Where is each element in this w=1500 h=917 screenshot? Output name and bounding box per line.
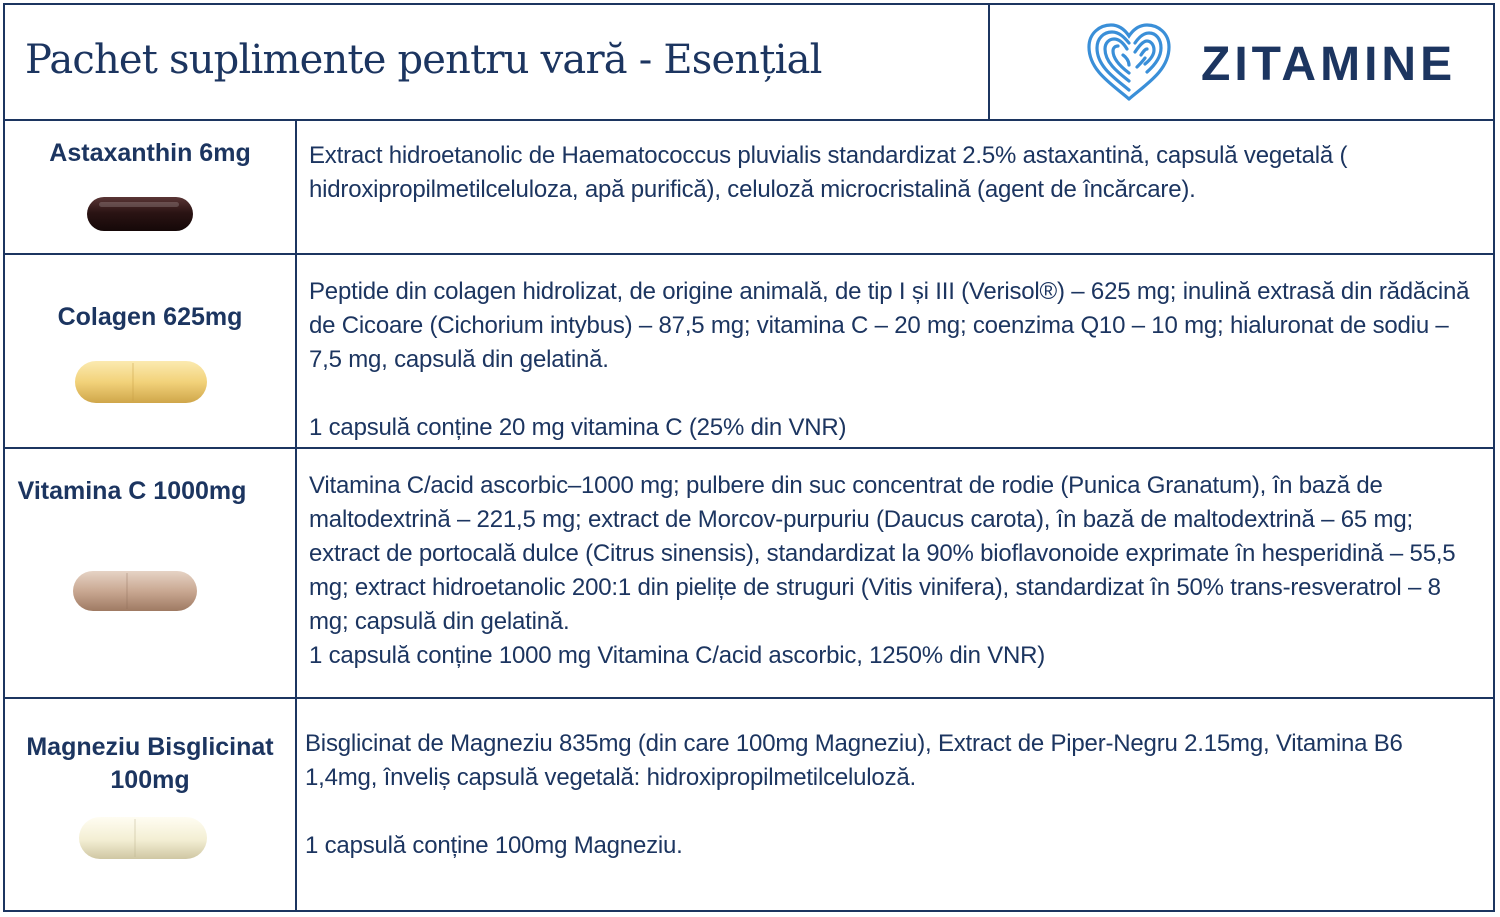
ingredients-text: Bisglicinat de Magneziu 835mg (din care 100mg Magneziu), Extract de Piper-Negru 2.15mg, Vitamina B6 1,4mg, înveliș capsulă vegetală: hidroxipropilmetilceluloză. bbox=[305, 730, 1403, 791]
product-name: Astaxanthin 6mg bbox=[49, 139, 251, 167]
table-row bbox=[5, 699, 1493, 912]
capsule-icon bbox=[77, 815, 209, 861]
product-description bbox=[309, 275, 1479, 445]
fingerprint-heart-icon bbox=[1083, 21, 1175, 103]
page-title: Pachet suplimente pentru vară - Esențial bbox=[25, 37, 822, 83]
dosage-note: 1 capsulă conține 20 mg vitamina C (25% din VNR) bbox=[309, 414, 847, 441]
capsule-icon bbox=[71, 569, 199, 613]
capsule-icon bbox=[85, 195, 195, 233]
product-description bbox=[309, 139, 1479, 207]
column-divider bbox=[295, 255, 297, 447]
column-divider bbox=[295, 449, 297, 697]
brand-logo bbox=[1083, 21, 1483, 107]
table-row bbox=[5, 255, 1493, 449]
ingredients-text: Vitamina C/acid ascorbic–1000 mg; pulbere din suc concentrat de rodie (Punica Granatum), în bază de maltodextrină – 221,5 mg; extract de Morcov-purpuriu (Daucus carota), în bază de maltodextrină – 65 mg; extract de portocală dulce (Citrus sinensis), standardizat la 90% bioflavonoide exprimate în hesperidină – 55,5 mg; extract hidroetanolic 200:1 din pielițe de struguri (Vitis vinifera), standardizat în 50% trans-resveratrol – 8 mg; capsulă din gelatină. bbox=[309, 472, 1456, 635]
table-header bbox=[5, 5, 1493, 121]
product-name: Colagen 625mg bbox=[57, 303, 243, 331]
ingredients-text: Peptide din colagen hidrolizat, de origine animală, de tip I și III (Verisol®) – 625 mg; inulină extrasă din rădăcină de Cicoare (Cichorium intybus) – 87,5 mg; vitamina C – 20 mg; coenzima Q10 – 10 mg; hialuronat de sodiu – 7,5 mg, capsulă din gelatină. bbox=[309, 278, 1470, 373]
product-name: Vitamina C 1000mg bbox=[17, 477, 247, 505]
supplement-table bbox=[3, 3, 1495, 912]
header-divider bbox=[988, 5, 990, 119]
dosage-note: 1 capsulă conține 1000 mg Vitamina C/acid ascorbic, 1250% din VNR) bbox=[309, 642, 1046, 669]
ingredients-text: Extract hidroetanolic de Haematococcus pluvialis standardizat 2.5% astaxantină, capsulă vegetală ( hidroxipropilmetilceluloza, apă purifică), celuloză microcristalină (agent de încărcare). bbox=[309, 142, 1348, 203]
column-divider bbox=[295, 121, 297, 253]
capsule-icon bbox=[73, 359, 209, 405]
table-row bbox=[5, 449, 1493, 699]
product-name: Magneziu Bisglicinat 100mg bbox=[26, 733, 274, 794]
brand-wordmark: ZITAMINE bbox=[1201, 38, 1457, 91]
dosage-note: 1 capsulă conține 100mg Magneziu. bbox=[305, 832, 683, 859]
product-description bbox=[305, 727, 1475, 863]
column-divider bbox=[295, 699, 297, 912]
product-description bbox=[309, 469, 1479, 673]
table-row bbox=[5, 121, 1493, 255]
